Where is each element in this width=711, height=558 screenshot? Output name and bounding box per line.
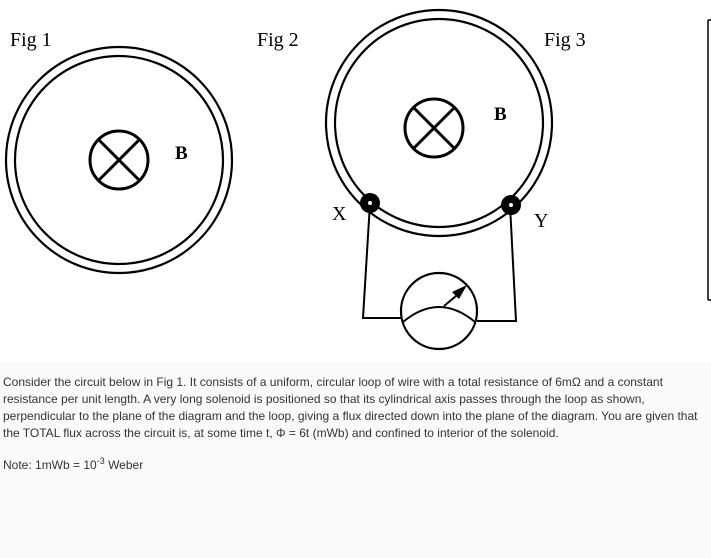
fig2-field-into-page-icon	[405, 99, 463, 157]
node-y-label: Y	[534, 210, 549, 232]
fig1-field-into-page-icon	[90, 131, 148, 189]
fig2-field-label: B	[494, 104, 507, 125]
node-x-label: X	[332, 203, 347, 225]
problem-text	[3, 374, 709, 474]
fig3-diagram	[544, 20, 711, 300]
fig1-diagram	[6, 29, 232, 273]
unit-note	[3, 457, 709, 474]
node-x-center	[368, 201, 372, 205]
node-y-center	[509, 203, 513, 207]
problem-paragraph: Consider the circuit below in Fig 1. It consists of a uniform, circular loop of wire with a total resistance of 6mΩ and a constant resistance per unit length. A very long solenoid is positioned so that its cylindrical axis passes through the loop as shown, perpendicular to the plane of the diagram and the loop, giving a flux directed down into the plane of the diagram. You are given that the TOTAL flux across the circuit is, at some time t, Φ = 6t (mWb) and confined to interior of the solenoid.	[3, 375, 698, 440]
fig1-label: Fig 1	[10, 29, 52, 51]
unit-note-prefix: Note: 1mWb = 10	[3, 458, 97, 472]
meter-icon	[401, 273, 477, 349]
fig3-label: Fig 3	[544, 29, 586, 51]
fig2-diagram	[257, 10, 552, 349]
fig1-field-label: B	[175, 143, 188, 164]
unit-note-suffix: Weber	[104, 458, 144, 472]
fig2-label: Fig 2	[257, 29, 299, 51]
unit-note-exponent: -3	[96, 456, 105, 466]
